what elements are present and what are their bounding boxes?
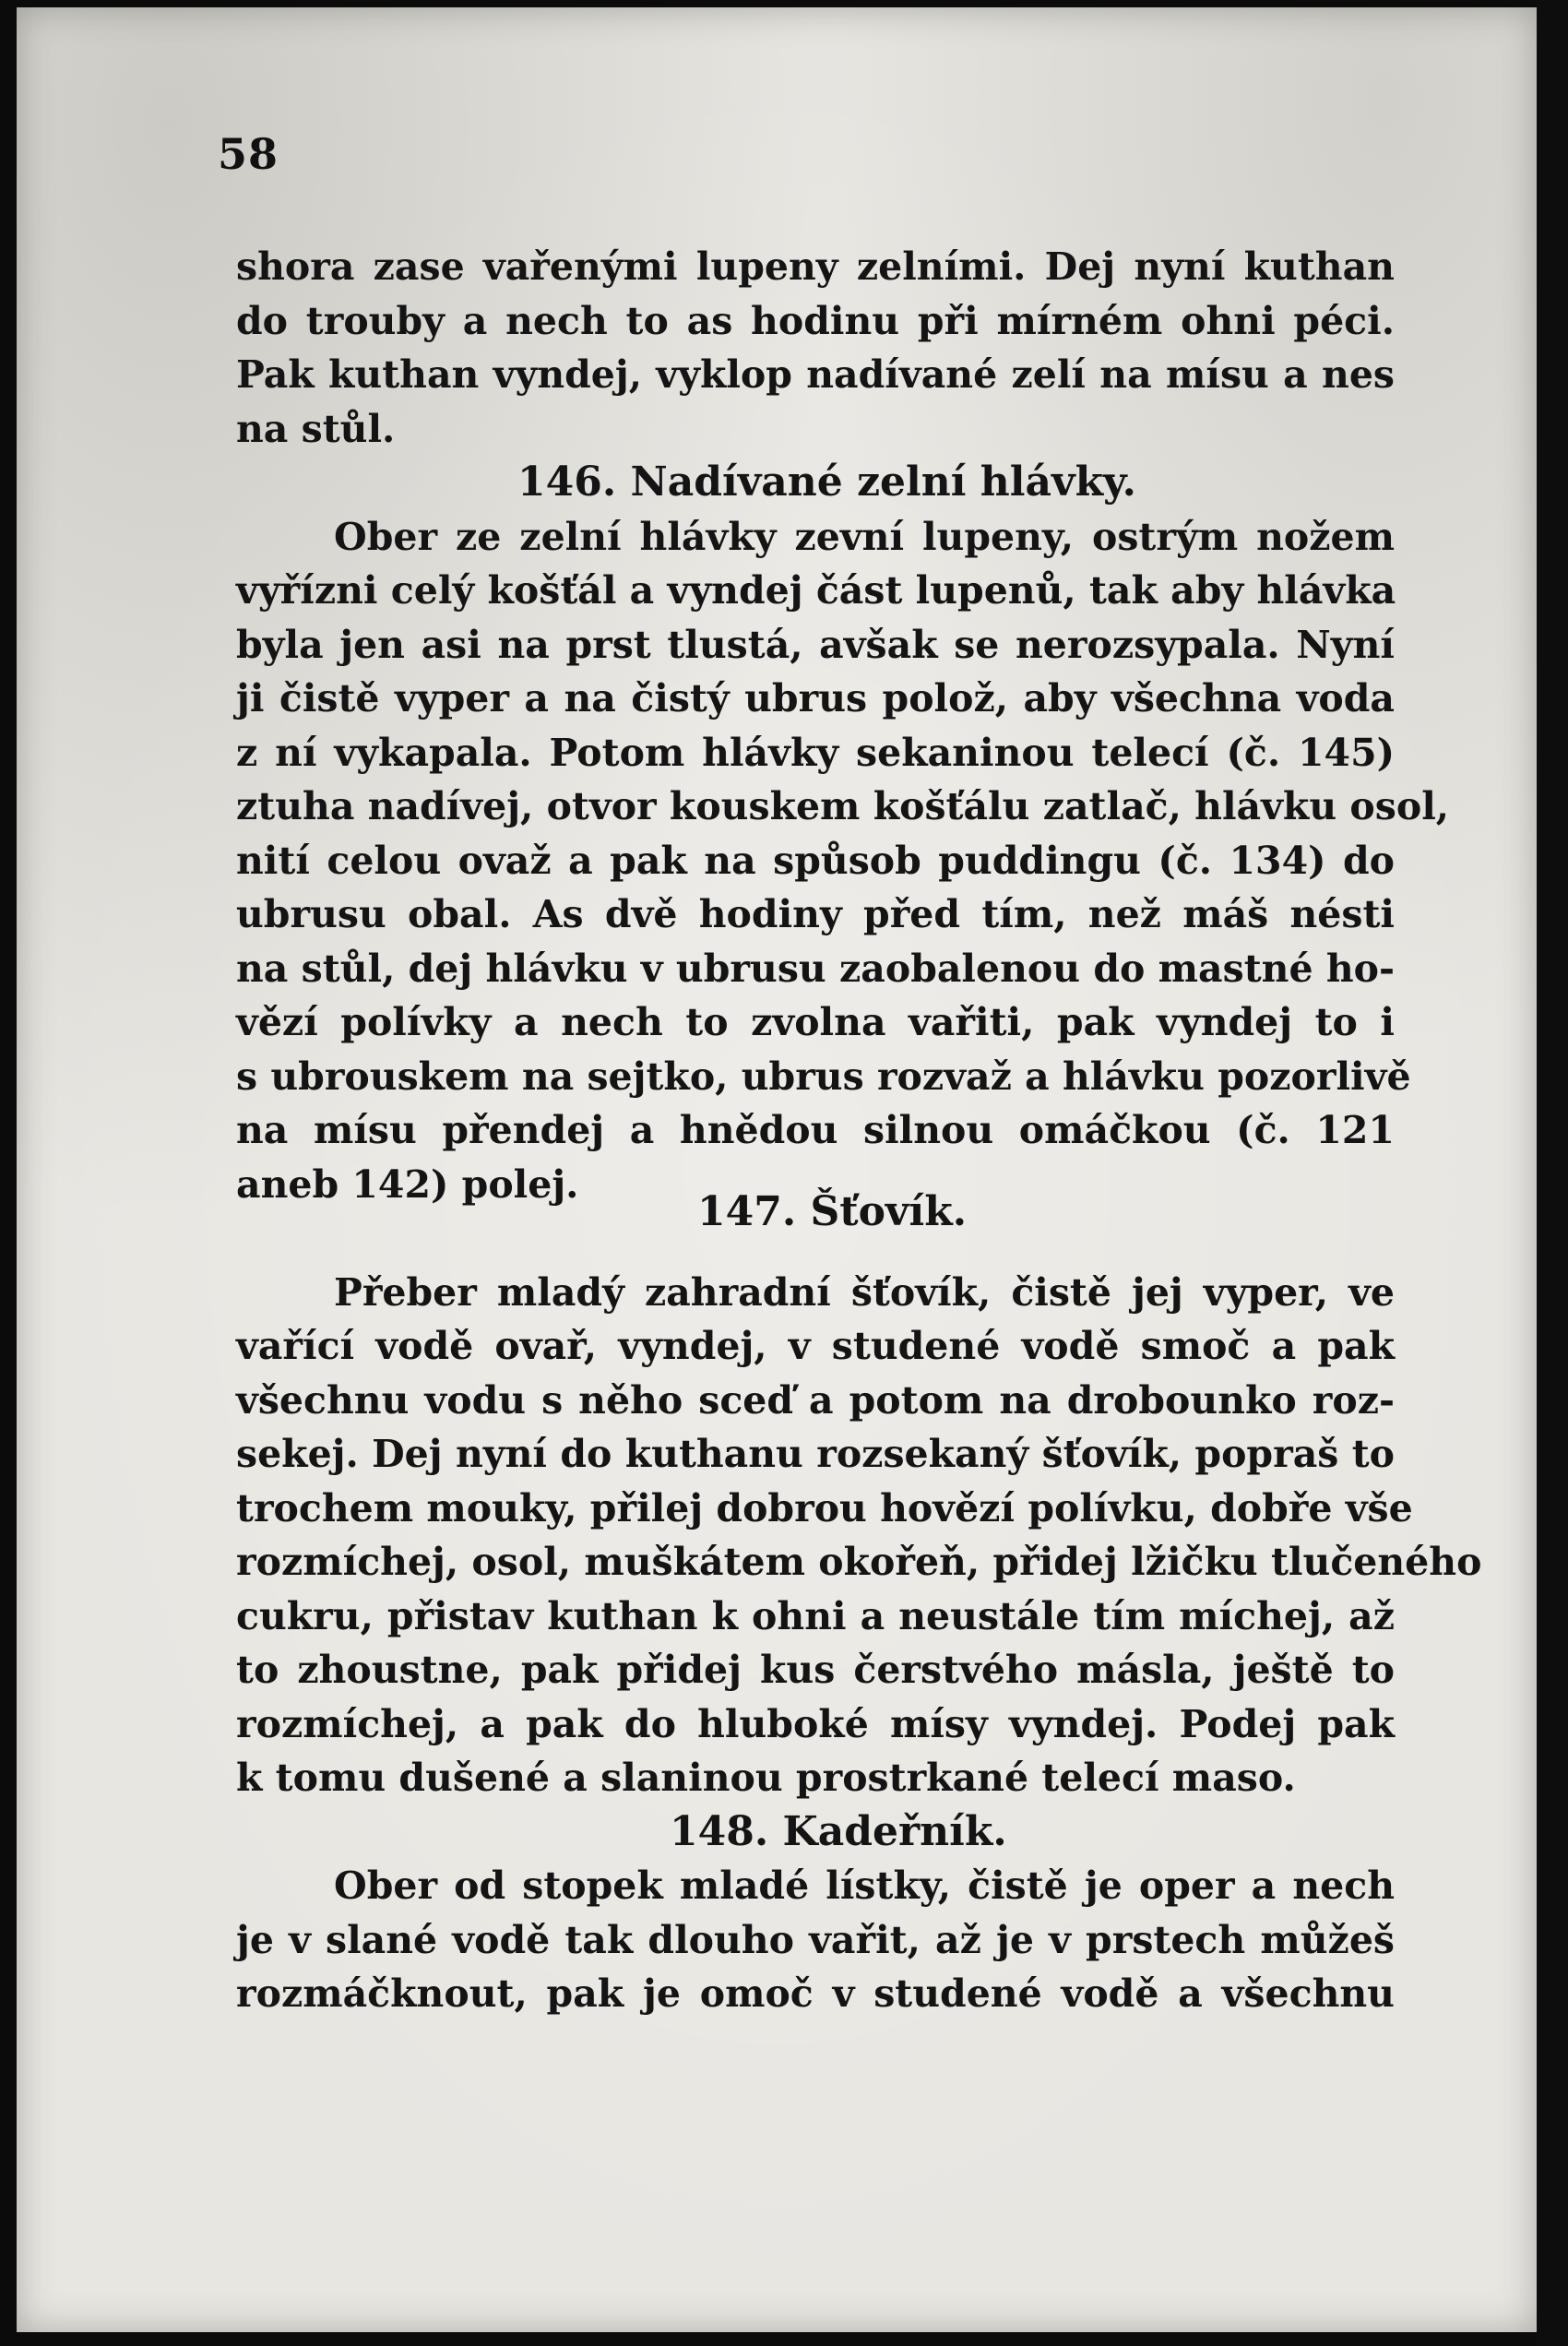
paragraph	[236, 240, 1395, 456]
text-line: to zhoustne, pak přidej kus čerstvého másla, ještě to	[236, 1648, 1395, 1692]
text-line: na stůl.	[236, 406, 396, 451]
page-number: 58	[218, 129, 279, 179]
text-line: Pak kuthan vyndej, vyklop nadívané zelí na mísu a nes	[236, 352, 1395, 397]
recipe-heading-147: 147. Šťovík.	[697, 1188, 968, 1235]
page-text	[236, 240, 1482, 2021]
text-line: ubrusu obal. As dvě hodiny před tím, než máš nésti	[236, 892, 1395, 936]
text-line: na mísu přendej a hnědou silnou omáčkou (č. 121	[236, 1108, 1395, 1152]
recipe-heading-146: 146. Nadívané zelní hlávky.	[517, 458, 1136, 506]
text-line: z ní vykapala. Potom hlávky sekaninou telecí (č. 145)	[236, 730, 1395, 775]
text-line: vyřízni celý košťál a vyndej část lupenů, tak aby hlávka	[236, 568, 1396, 613]
text-line: rozmíchej, osol, muškátem okořeň, přidej lžičku tlučeného	[236, 1540, 1482, 1584]
text-line: Ober ze zelní hlávky zevní lupeny, ostrým nožem	[334, 514, 1395, 559]
paragraph	[236, 510, 1450, 1212]
text-line: Ober od stopek mladé lístky, čistě je oper a nech	[334, 1864, 1395, 1908]
text-line: shora zase vařenými lupeny zelními. Dej nyní kuthan	[236, 244, 1395, 289]
text-line: do trouby a nech to as hodinu při mírném ohni péci.	[236, 298, 1395, 343]
text-line: ztuha nadívej, otvor kouskem košťálu zatlač, hlávku osol,	[236, 784, 1450, 828]
text-line: nití celou ovaž a pak na spůsob puddingu (č. 134) do	[236, 838, 1395, 883]
paragraph	[236, 1859, 1395, 2021]
text-line: sekej. Dej nyní do kuthanu rozsekaný šťovík, popraš to	[236, 1432, 1395, 1476]
text-line: byla jen asi na prst tlustá, avšak se nerozsypala. Nyní	[236, 622, 1395, 667]
recipe-heading-148: 148. Kadeřník.	[670, 1807, 1007, 1855]
scan-edge	[1537, 0, 1568, 2346]
text-line: je v slané vodě tak dlouho vařit, až je v prstech můžeš	[236, 1917, 1395, 1962]
text-line: trochem mouky, přilej dobrou hovězí polívku, dobře vše	[236, 1485, 1413, 1530]
paragraph	[236, 1266, 1482, 1805]
text-line: cukru, přistav kuthan k ohni a neustále tím míchej, až	[236, 1593, 1395, 1638]
text-line: rozmíchej, a pak do hluboké mísy vyndej. Podej pak	[236, 1701, 1395, 1746]
text-line: s ubrouskem na sejtko, ubrus rozvaž a hlávku pozorlivě	[236, 1054, 1411, 1099]
text-line: všechnu vodu s něho sceď a potom na drobounko roz-	[236, 1377, 1395, 1423]
text-line: vařící vodě ovař, vyndej, v studené vodě smoč a pak	[236, 1324, 1395, 1368]
text-line: na stůl, dej hlávku v ubrusu zaobalenou do mastné ho-	[236, 946, 1395, 991]
text-line: ji čistě vyper a na čistý ubrus polož, aby všechna voda	[236, 676, 1395, 720]
text-line: k tomu dušené a slaninou prostrkané telecí maso.	[236, 1756, 1296, 1800]
text-line: rozmáčknout, pak je omoč v studené vodě a všechnu	[236, 1971, 1395, 2016]
text-line: Přeber mladý zahradní šťovík, čistě jej vyper, ve	[334, 1269, 1395, 1315]
book-page	[17, 7, 1537, 2332]
text-line: aneb 142) polej.	[236, 1161, 579, 1207]
text-line: vězí polívky a nech to zvolna vařiti, pak vyndej to i	[236, 1000, 1395, 1044]
